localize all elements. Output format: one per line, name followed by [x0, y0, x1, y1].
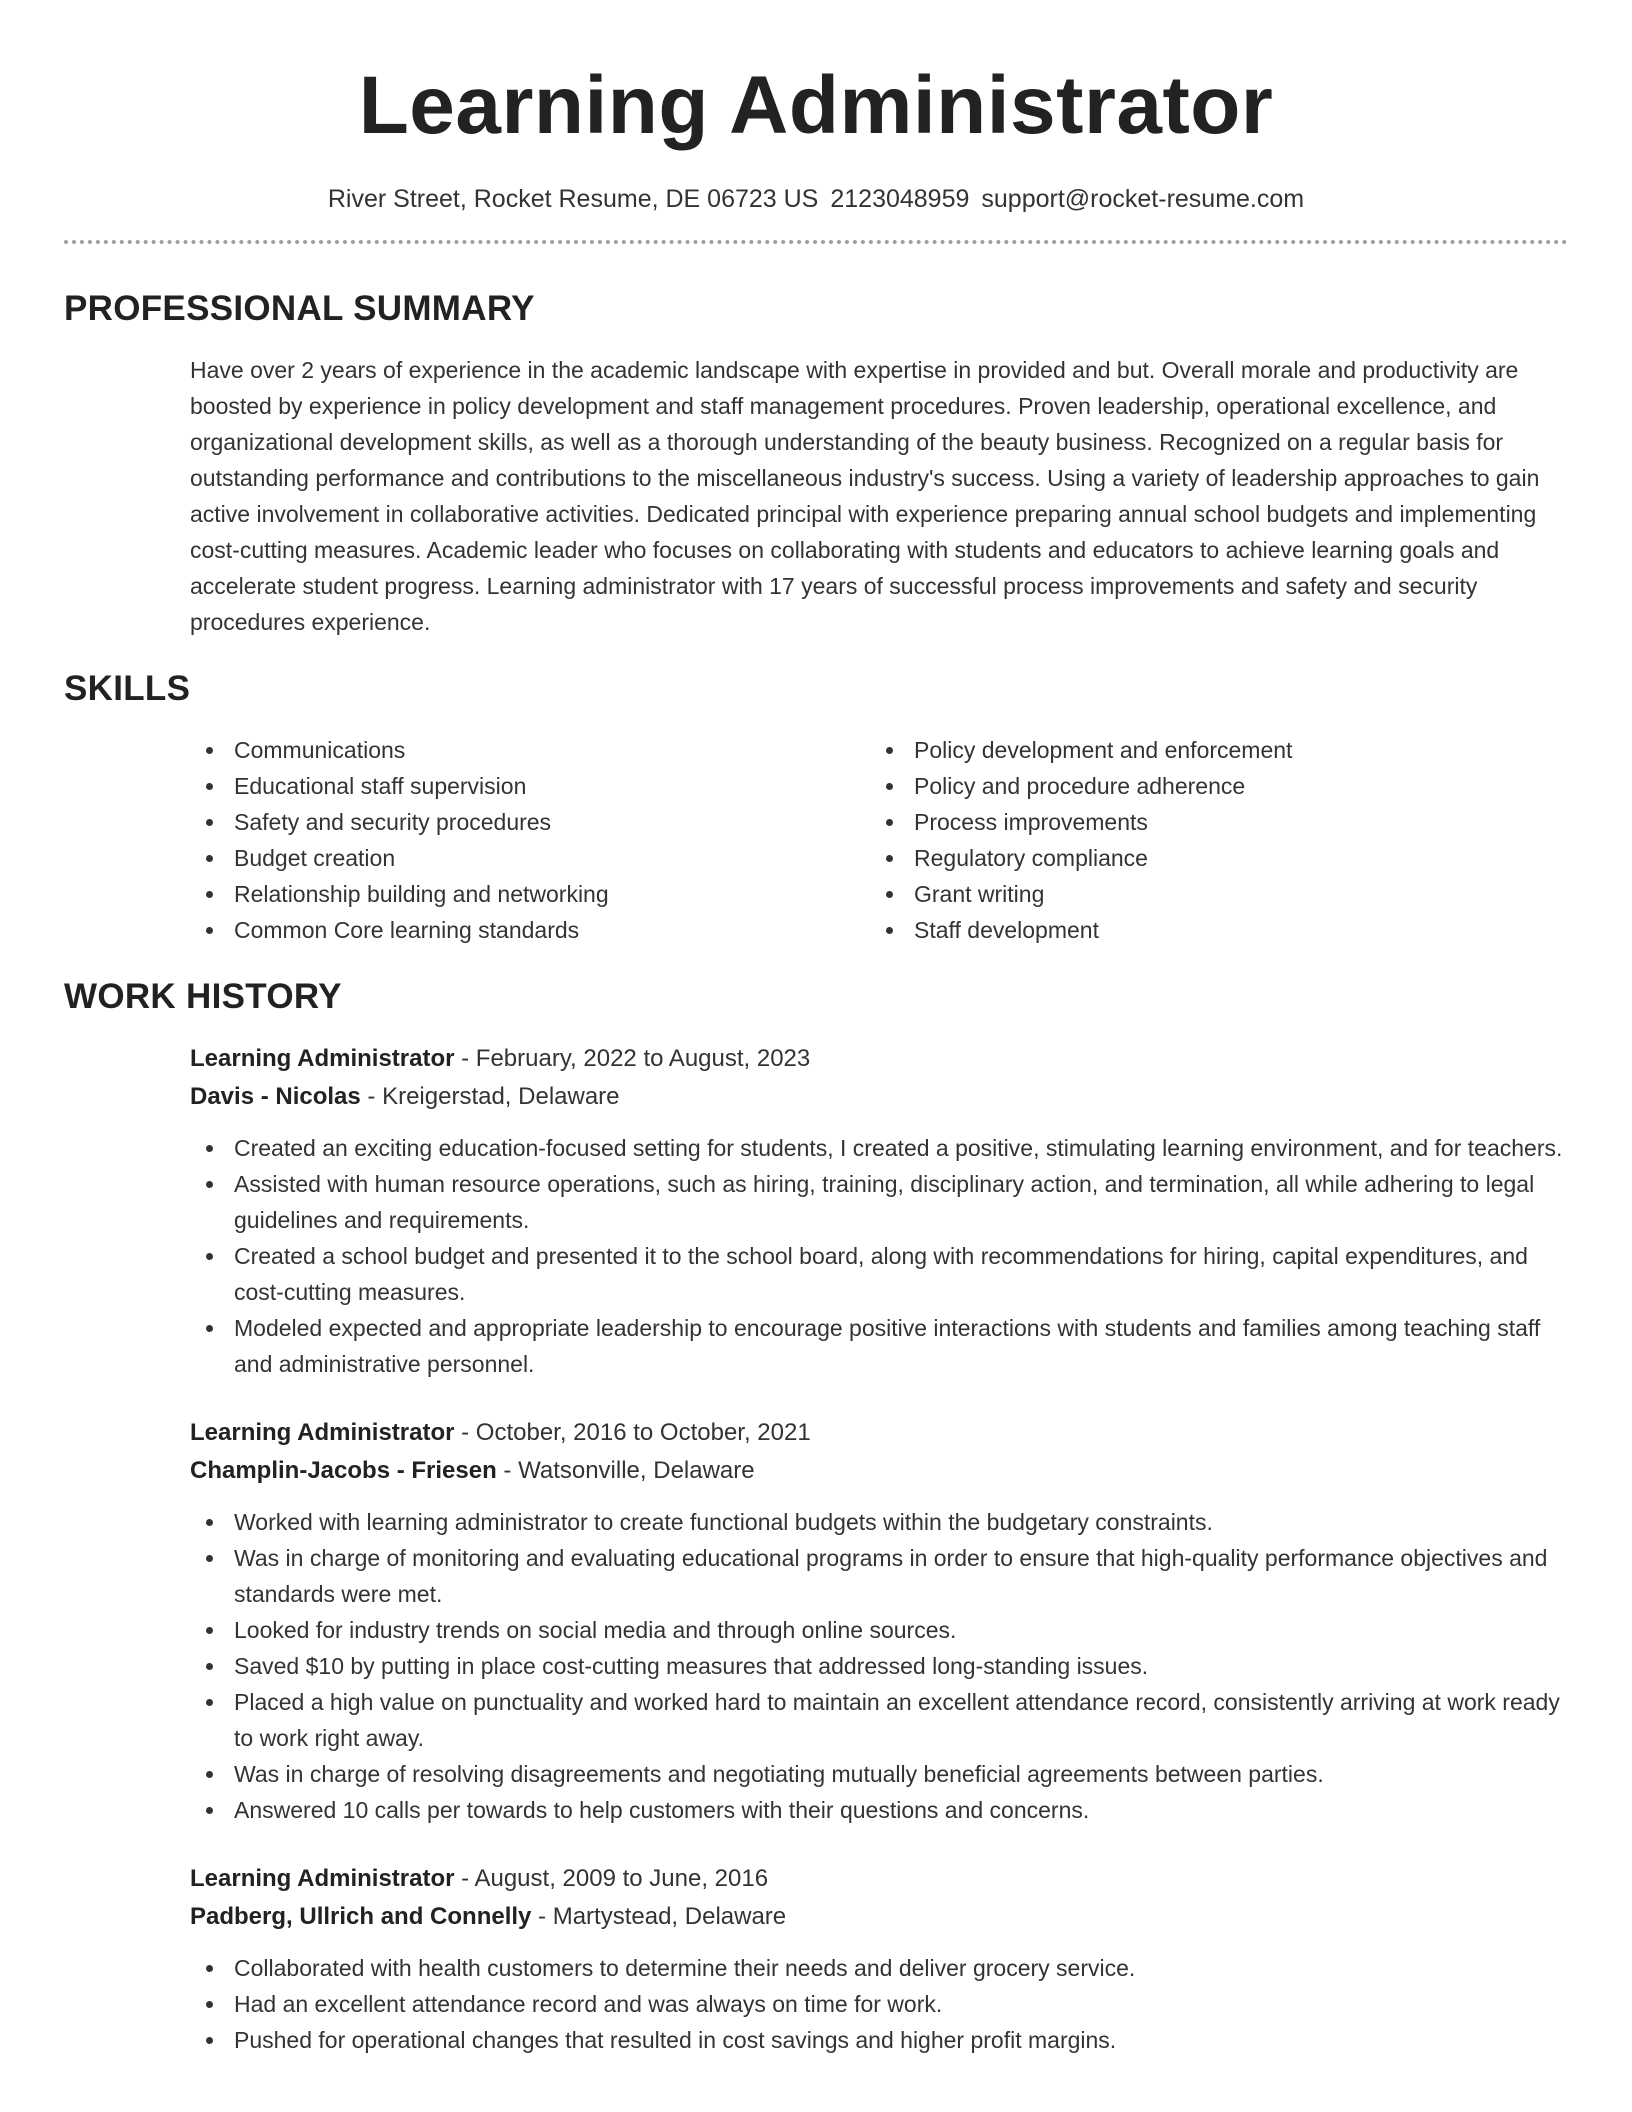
- job-role-line: [190, 1414, 1570, 1452]
- duty-item: Pushed for operational changes that resulted in cost savings and higher profit margins.: [190, 2022, 1570, 2058]
- resume-name-title: Learning Administrator: [358, 60, 1274, 151]
- job-company: Champlin-Jacobs - Friesen: [190, 1457, 497, 1484]
- job-company: Padberg, Ullrich and Connelly: [190, 1903, 532, 1930]
- summary-heading: PROFESSIONAL SUMMARY: [64, 289, 535, 328]
- job-entry: [190, 1860, 1570, 2058]
- resume-page: [64, 0, 1568, 2058]
- skill-item: Educational staff supervision: [190, 768, 870, 804]
- duty-item: Collaborated with health customers to determine their needs and deliver grocery service.: [190, 1950, 1570, 1986]
- job-role-line: [190, 1040, 1570, 1078]
- duty-item: Created a school budget and presented it to the school board, along with recommendations for hiring, capital expenditures, and cost-cutting measures.: [190, 1238, 1570, 1310]
- job-location: - Martystead, Delaware: [531, 1903, 787, 1930]
- job-duties-list: [190, 1504, 1570, 1828]
- job-company: Davis - Nicolas: [190, 1083, 361, 1110]
- duty-item: Was in charge of resolving disagreements and negotiating mutually beneficial agreements between parties.: [190, 1756, 1570, 1792]
- job-entry: [190, 1414, 1570, 1828]
- duty-item: Looked for industry trends on social media and through online sources.: [190, 1612, 1570, 1648]
- contact-email: support@rocket-resume.com: [981, 185, 1305, 213]
- skill-item: Budget creation: [190, 840, 870, 876]
- skill-item: Regulatory compliance: [870, 840, 1550, 876]
- duty-item: Saved $10 by putting in place cost-cutting measures that addressed long-standing issues.: [190, 1648, 1570, 1684]
- job-role: Learning Administrator: [190, 1419, 455, 1446]
- summary-text: Have over 2 years of experience in the academic landscape with expertise in provided and but. Overall morale and productivity are boosted by experience in policy development and staff management procedures. Proven leadership, operational excellence, and organizational development skills, as well as a thorough understanding of the beauty business. Recognized on a regular basis for outstanding performance and contributions to the miscellaneous industry's success. Using a variety of leadership approaches to gain active involvement in collaborative activities. Dedicated principal with experience preparing annual school budgets and implementing cost-cutting measures. Academic leader who focuses on collaborating with students and educators to achieve learning goals and accelerate student progress. Learning administrator with 17 years of successful process improvements and safety and security procedures experience.: [190, 357, 1540, 635]
- job-role: Learning Administrator: [190, 1045, 455, 1072]
- job-location: - Kreigerstad, Delaware: [360, 1083, 620, 1110]
- job-dates: - August, 2009 to June, 2016: [454, 1865, 769, 1892]
- contact-phone: 2123048959: [830, 185, 970, 213]
- skills-grid: [190, 732, 1570, 948]
- job-company-line: [190, 1898, 1570, 1936]
- duty-item: Worked with learning administrator to create functional budgets within the budgetary constraints.: [190, 1504, 1570, 1540]
- job-company-line: [190, 1078, 1570, 1116]
- duty-item: Assisted with human resource operations, such as hiring, training, disciplinary action, and termination, all while adhering to legal guidelines and requirements.: [190, 1166, 1570, 1238]
- skill-item: Relationship building and networking: [190, 876, 870, 912]
- skill-item: Policy development and enforcement: [870, 732, 1550, 768]
- job-dates: - October, 2016 to October, 2021: [454, 1419, 811, 1446]
- header-divider: [64, 240, 1568, 244]
- duty-item: Answered 10 calls per towards to help customers with their questions and concerns.: [190, 1792, 1570, 1828]
- skill-item: Communications: [190, 732, 870, 768]
- skills-column-right: [870, 732, 1550, 948]
- duty-item: Modeled expected and appropriate leadership to encourage positive interactions with students and families among teaching staff and administrative personnel.: [190, 1310, 1570, 1382]
- duty-item: Was in charge of monitoring and evaluating educational programs in order to ensure that high-quality performance objectives and standards were met.: [190, 1540, 1570, 1612]
- job-role-line: [190, 1860, 1570, 1898]
- job-entry: [190, 1040, 1570, 1382]
- skills-column-left: [190, 732, 870, 948]
- skill-item: Safety and security procedures: [190, 804, 870, 840]
- job-duties-list: [190, 1130, 1570, 1382]
- skill-item: Staff development: [870, 912, 1550, 948]
- skill-item: Process improvements: [870, 804, 1550, 840]
- contact-address: River Street, Rocket Resume, DE 06723 US: [327, 185, 819, 213]
- job-duties-list: [190, 1950, 1570, 2058]
- job-role: Learning Administrator: [190, 1865, 455, 1892]
- job-dates: - February, 2022 to August, 2023: [454, 1045, 811, 1072]
- skill-item: Grant writing: [870, 876, 1550, 912]
- duty-item: Created an exciting education-focused setting for students, I created a positive, stimulating learning environment, and for teachers.: [190, 1130, 1570, 1166]
- job-company-line: [190, 1452, 1570, 1490]
- contact-info: [64, 182, 1568, 216]
- work-history-heading: WORK HISTORY: [64, 977, 342, 1016]
- skill-item: Policy and procedure adherence: [870, 768, 1550, 804]
- skills-heading: SKILLS: [64, 669, 191, 708]
- duty-item: Had an excellent attendance record and was always on time for work.: [190, 1986, 1570, 2022]
- job-location: - Watsonville, Delaware: [496, 1457, 755, 1484]
- skill-item: Common Core learning standards: [190, 912, 870, 948]
- duty-item: Placed a high value on punctuality and worked hard to maintain an excellent attendance record, consistently arriving at work ready to work right away.: [190, 1684, 1570, 1756]
